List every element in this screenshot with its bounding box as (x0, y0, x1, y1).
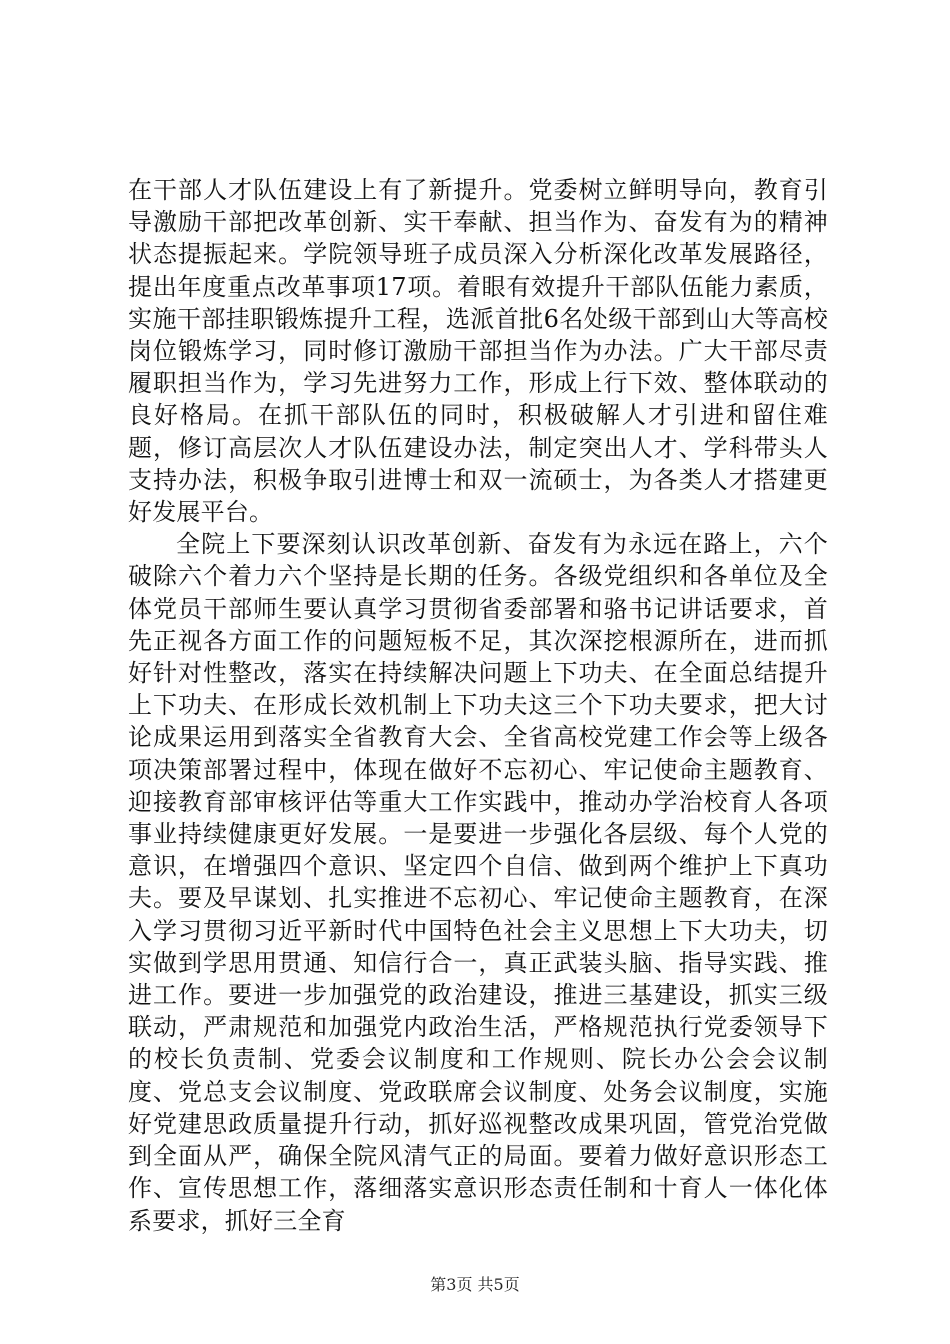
paragraph-reform-tasks: 全院上下要深刻认识改革创新、奋发有为永远在路上，六个破除六个着力六个坚持是长期的任务。各级党组织和各单位及全体党员干部师生要认真学习贯彻省委部署和骆书记讲话要求，首先正视各方面工作的问题短板不足，其次深挖根源所在，进而抓好针对性整改，落实在持续解决问题上下功夫、在全面总结提升上下功夫、在形成长效机制上下功夫这三个下功夫要求，把大讨论成果运用到落实全省教育大会、全省高校党建工作会等上级各项决策部署过程中，体现在做好不忘初心、牢记使命主题教育、迎接教育部审核评估等重大工作实践中，推动办学治校育人各项事业持续健康更好发展。一是要进一步强化各层级、每个人党的意识，在增强四个意识、坚定四个自信、做到两个维护上下真功夫。要及早谋划、扎实推进不忘初心、牢记使命主题教育，在深入学习贯彻习近平新时代中国特色社会主义思想上下大功夫，切实做到学思用贯通、知信行合一，真正武装头脑、指导实践、推进工作。要进一步加强党的政治建设，推进三基建设，抓实三级联动，严肃规范和加强党内政治生活，严格规范执行党委领导下的校长负责制、党委会议制度和工作规则、院长办公会会议制度、党总支会议制度、党政联席会议制度、处务会议制度，实施好党建思政质量提升行动，抓好巡视整改成果巩固，管党治党做到全面从严，确保全院风清气正的局面。要着力做好意识形态工作、宣传思想工作，落细落实意识形态责任制和十育人一体化体系要求，抓好三全育 (128, 530, 828, 1235)
paragraph-cadre-talent: 在干部人才队伍建设上有了新提升。党委树立鲜明导向，教育引导激励干部把改革创新、实干奉献、担当作为、奋发有为的精神状态提振起来。学院领导班子成员深入分析深化改革发展路径，提出年度重点改革事项17项。着眼有效提升干部队伍能力素质，实施干部挂职锻炼提升工程，选派首批6名处级干部到山大等高校岗位锻炼学习，同时修订激励干部担当作为办法。广大干部尽责履职担当作为，学习先进努力工作，形成上行下效、整体联动的良好格局。在抓干部队伍的同时，积极破解人才引进和留住难题，修订高层次人才队伍建设办法，制定突出人才、学科带头人支持办法，积极争取引进博士和双一流硕士，为各类人才搭建更好发展平台。 (128, 176, 828, 527)
body-text (128, 174, 828, 1237)
page-footer: 第3页 共5页 (430, 1275, 520, 1294)
